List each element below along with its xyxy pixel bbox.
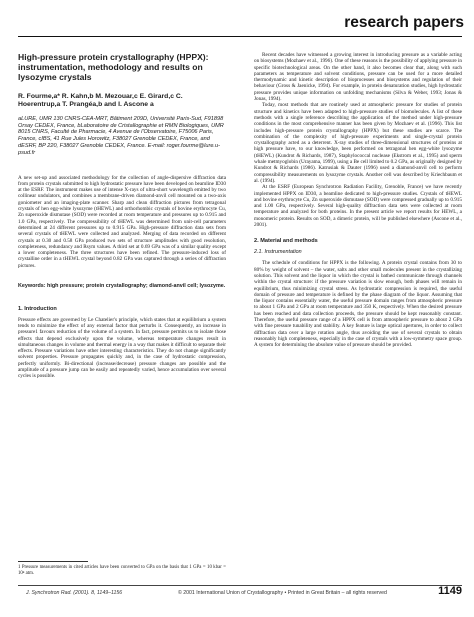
section-heading-introduction: 1. Introduction xyxy=(18,305,57,312)
body-paragraph: Today, most methods that are routinely used at atmospheric pressure for studies of protein structure and kinetics have been adapted to high-pressure studies of biomolecules. A list of these methods with a single reference describing the application of the method under high-pressure conditions in the most comprehensive manner has been given by Mozhaev et al. (1996). This list includes high-pressure protein crystallography (HPPX) but these studies are scarce. The combination of the complexity of high-pressure experiments and single-crystal protein crystallography acted as a deterrent. X-ray studies of three-dimensional structures of proteins at high pressure have, to our knowledge, been performed on tetragonal hen egg-white lysozyme (tHEWL) (Kundrot & Richards, 1987), Staphylococcal nuclease (Ekstrom et al., 1995) and sperm whale metmyoglobin (Urayama, 1999), using a Be cell limited to 0.2 GPa, as originally designed by Kundrot & Richards (1986). Katrusiak & Dauter (1996) used a diamond-anvil cell to perform compressibility measurements on lysozyme crystals. Another cell was described by Kriechbaum et al. (1994). xyxy=(254,102,462,184)
section-heading-methods: 2. Material and methods xyxy=(254,238,318,245)
spacer xyxy=(254,228,462,234)
keywords: Keywords: high pressure; protein crystallography; diamond-anvil cell; lysozyme. xyxy=(18,283,226,290)
journal-citation: J. Synchrotron Rad. (2001). 8, 1149–1156 xyxy=(26,590,123,596)
copyright-notice: © 2001 International Union of Crystallography • Printed in Great Britain – all rights reserved xyxy=(178,590,387,596)
footer-rule xyxy=(18,585,462,586)
article-title: High-pressure protein crystallography (HPPX): instrumentation, methodology and results on lysozyme crystals xyxy=(18,52,209,82)
page-number: 1149 xyxy=(438,585,462,597)
right-column xyxy=(254,52,462,348)
footnote: 1 Pressure measurements in cited articles have been converted to GPa on the basis that 1 GPa = 10 kbar = 10⁴ atm. xyxy=(18,565,226,576)
left-column xyxy=(18,52,226,380)
footnote-rule xyxy=(18,561,88,562)
page-footer xyxy=(18,585,462,602)
body-paragraph: At the ESRF (European Synchrotron Radiation Facility, Grenoble, France) we have recently implemented HPPX on ID30, a beamline dedicated to high-pressure studies. Crystals of tHEWL and bovine erythrocyte Cu, Zn superoxide dismutase (SOD) were compressed gradually up to 0.915 and 1.00 GPa, respectively. Several high-quality diffraction data sets were collected at room temperature and analyzed for both proteins. In the present article we report results for HEWL, a monomeric protein. Results on SOD, a dimeric protein, will be published elsewhere (Ascone et al., 2001). xyxy=(254,184,462,229)
abstract: A new set-up and associated methodology for the collection of angle-dispersive diffraction data from protein crystals submitted to high hydrostatic pressure have been developed on beamline ID30 at the ESRF. The instrument makes use of intense X-rays of ultra-short wavelength emitted by two collinear undulators, and combines a membrane-driven diamond-anvil cell mounted on a two-axis goniometer and an imaging-plate scanner. Sharp and clean diffraction pictures from tetragonal crystals of hen egg-white lysozyme (tHEWL) and orthorhombic crystals of bovine erythrocyte Cu, Zn superoxide dismutase (SOD) were recorded at room temperature and pressures up to 0.915 and 1.0 GPa, respectively. The compressibility of tHEWL was determined from unit-cell parameters determined at 24 different pressures up to 0.915 GPa. High-pressure diffraction data sets from several crystals of tHEWL were collected and analyzed. Merging of data recorded on different crystals at 0.30 and 0.58 GPa produced two sets of structure amplitudes with good resolution, completeness, redundancy and Rsym values. A third set at 0.69 GPa was of a similar quality except a lower completeness. The three structures have been refined. The pressure-induced loss of crystalline order in a tHEWL crystal beyond 0.82 GPa was captured through a series of diffraction pictures. xyxy=(18,174,226,269)
section-label: research papers xyxy=(344,14,464,31)
body-paragraph: The schedule of conditions for HPPX is the following. A protein crystal contains from 30 to 80% by weight of solvent – the water, salts and other small molecules present in the crystallizing solution. This solvent and the liquor in which the crystal is bathed communicate through channels within the crystal structure: if the pressure variation is slow enough, both phases will remain in equilibrium, thus minimizing crystal stress. As hydrostatic compression is required, the useful domain of pressure and temperature is defined by the phase diagram of the liquor. Assuming that the liquor contains essentially water, the useful pressure domain ranges from atmospheric pressure to about 1 GPa and 2 GPa at room temperature and 350 K, respectively. When the desired pressure has been reached and data collection proceeds, the pressure should be kept reasonably constant. Therefore, the useful pressure range of a HPPX cell is from atmospheric pressure to about 2 GPa with fine pressure tunability and stability. A key feature is large optical apertures, in order to collect diffraction data over a large rotation angle, thus avoiding the use of several crystals to obtain reasonably high completeness, especially in the case of crystals with a low-symmetry space group. A system for determining the absolute value of pressure should be provided. xyxy=(254,260,462,349)
intro-paragraph: Pressure effects are governed by Le Chatelier's principle, which states that at equilibrium a system tends to minimize the effect of any external factor that perturbs it. Consequently, an increase in pressure1 favours reduction of the volume of a system. In fact, pressure permits us to isolate those effects that depend exclusively upon the volume, whereas temperature changes result in simultaneous changes in volume and thermal energy in a way that makes it difficult to separate their effects. Pressure variations have other interesting characteristics. They do not change significantly solvent properties. Pressure propagates quickly and, in the case of hydrostatic compression, perfectly uniformly. Bi-directional (increase/decrease) pressure changes are possible and the amplitude of a pressure jump can be easily and repeatedly varied, hence accumulation over several cycles is possible. xyxy=(18,316,226,380)
author-list: R. Fourme,a* R. Kahn,b M. Mezouar,c E. Girard,c C. Hoerentrup,a T. Prangéa,b and I. Ascone a xyxy=(18,93,183,109)
subsection-heading-instrumentation: 2.1. Instrumentation xyxy=(254,249,302,256)
journal-header xyxy=(0,0,474,40)
header-rule xyxy=(18,36,462,37)
affiliations: aLURE, UMR 130 CNRS-CEA-MRT, Bâtiment 209D, Université Paris-Sud, F91898 Orsay CEDEX, France, bLaboratoire de Cristallographie et RMN Biologiques, UMR 8015 CNRS, Faculté de Pharmacie, 4 Avenue de l'Observatoire, F75006 Paris, France, cIBS, 41 Rue Jules Horowitz, F38027 Grenoble CEDEX, France, and dESRF, BP 220, F38027 Grenoble CEDEX, France. E-mail: roger.fourme@lure.u-psud.fr xyxy=(18,115,224,156)
body-paragraph: Recent decades have witnessed a growing interest in introducing pressure as a variable acting on biosystems (Mozhaev et al., 1996). One of these reasons is the possibility of applying pressure in specific biotechnological areas. On the other hand, it also becomes clear that, along with such parameters as temperature and solvent conditions, pressure can be used for a more detailed thermodynamic and kinetic description of bioprocesses and biosystems and regulation of their behaviour (Gross & Jaenicke, 1994). For example, in protein denaturation studies, high hydrostatic pressure provides unique information on unfolding mechanisms (Silva & Weber, 1993; Jonas & Jonas, 1994). xyxy=(254,52,462,103)
